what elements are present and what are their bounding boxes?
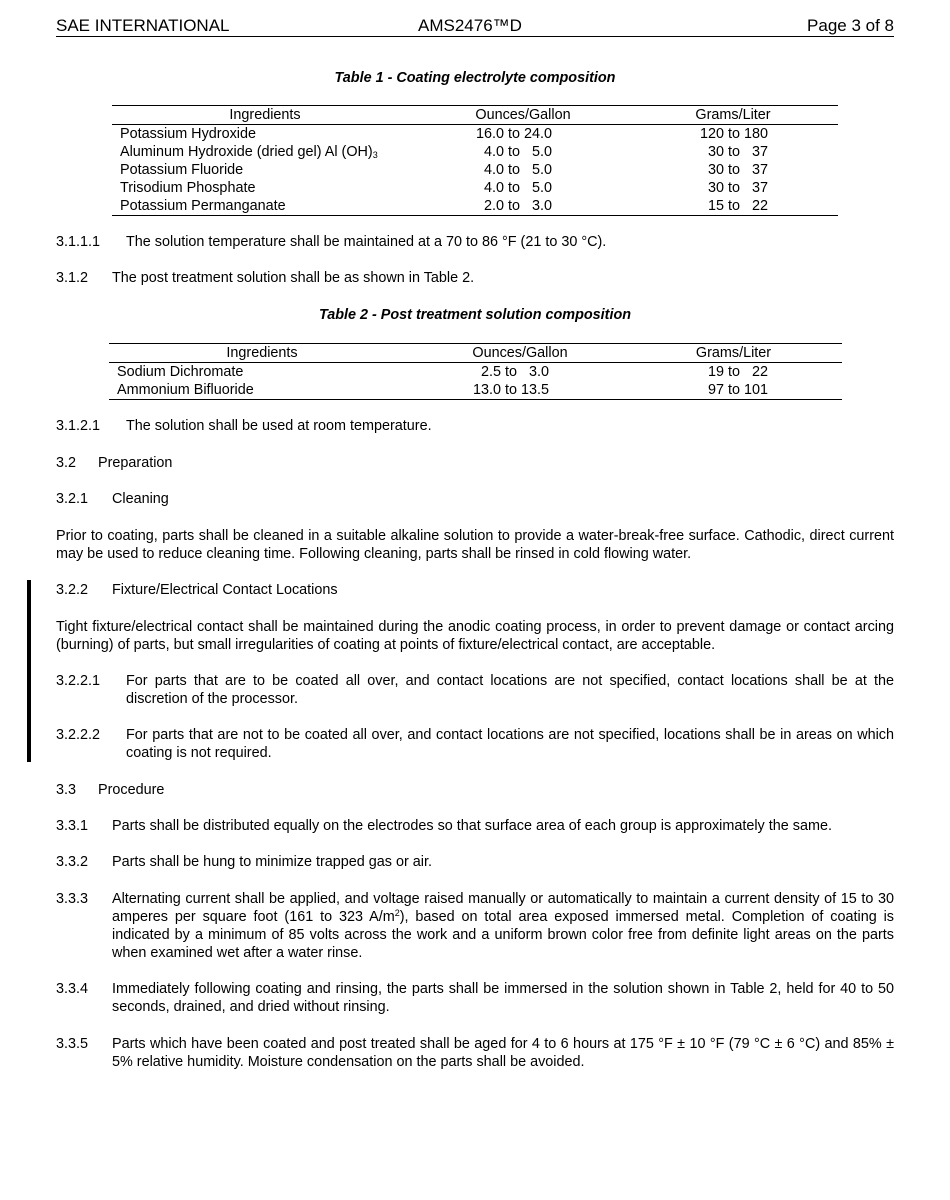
cleaning-paragraph: Prior to coating, parts shall be cleaned in a suitable alkaline solution to provide a water-break-free surface. Cathodic, direct current may be used to reduce cleaning time. Following cleaning, parts shall be rinsed in cold flowing water. [56,528,894,562]
grams-cell: 15 to 22 [628,197,838,216]
header-page-number: Page 3 of 8 [807,16,894,35]
section-number-3-3-4: 3.3.4 [56,981,89,997]
table2-header-grams: Grams/Liter [625,344,842,363]
ingredient-cell: Ammonium Bifluoride [109,381,415,400]
table1-caption: Table 1 - Coating electrolyte composition [334,70,616,86]
section-3-2-heading: Preparation [98,455,173,471]
section-number-3-2-2-2: 3.2.2.2 [56,727,101,743]
grams-cell: 97 to 101 [625,381,842,400]
section-3-3-1-text: Parts shall be distributed equally on the electrodes so that surface area of each group is approximately the same. [112,818,832,834]
grams-cell: 30 to 37 [700,162,769,178]
section-number-3-2: 3.2 [56,455,77,471]
table2-caption: Table 2 - Post treatment solution composition [318,307,632,323]
section-3-3-3-text [112,890,894,962]
header-organization: SAE INTERNATIONAL [56,16,230,35]
section-3-3-4-text: Immediately following coating and rinsing, the parts shall be immersed in the solution shown in Table 2, held for 40 to 50 seconds, drained, and dried without rinsing. [112,981,894,1015]
section-3-1-1-1-text: The solution temperature shall be maintained at a 70 to 86 °F (21 to 30 °C). [126,234,607,250]
ingredient-cell: Sodium Dichromate [117,364,244,380]
section-number-3-3-5: 3.3.5 [56,1036,89,1052]
table2-header-ounces: Ounces/Gallon [415,344,625,363]
section-3-2-2-2-text: For parts that are not to be coated all over, and contact locations are not specified, locations shall be in areas on which coating is not required. [126,727,894,761]
ingredient-cell: Potassium Permanganate [112,197,418,216]
ingredient-subscript: 3 [372,150,378,160]
ounces-cell: 13.0 to 13.5 [415,381,625,400]
section-number-3-1-2: 3.1.2 [56,270,89,286]
table1 [112,105,838,216]
section-3-2-2-heading: Fixture/Electrical Contact Locations [112,582,338,598]
section-number-3-3-1: 3.3.1 [56,818,89,834]
table2 [109,343,842,400]
page-header [56,16,894,37]
section-3-3-heading: Procedure [98,782,165,798]
ounces-cell: 2.5 to 3.0 [473,364,550,380]
grams-cell: 19 to 22 [708,364,769,380]
table1-header-grams: Grams/Liter [628,106,838,125]
section-3-3-3-text-a: Alternating current shall be applied, and voltage raised manually or automatically to maintain a current density of 15 to 30 amperes per square foot (161 to 323 A/m [112,891,894,925]
table-row [112,197,838,216]
section-number-3-1-2-1: 3.1.2.1 [56,418,101,434]
table1-header-row [112,106,838,125]
superscript-2: 2 [394,908,400,918]
table2-header-ingredients: Ingredients [109,344,415,363]
section-number-3-2-2-1: 3.2.2.1 [56,673,101,689]
ingredient-cell [112,143,418,161]
ounces-cell: 16.0 to 24.0 [476,126,553,142]
ingredient-cell: Potassium Hydroxide [120,126,256,142]
grams-cell: 120 to 180 [700,126,769,142]
table-row [112,125,838,144]
section-number-3-2-2: 3.2.2 [56,582,89,598]
revision-change-bar [27,580,31,762]
header-document-number: AMS2476™D [418,16,522,35]
table-row [109,381,842,400]
table-row [112,179,838,197]
section-3-1-2-text: The post treatment solution shall be as shown in Table 2. [112,270,475,286]
table1-header-ounces: Ounces/Gallon [418,106,628,125]
section-number-3-2-1: 3.2.1 [56,491,89,507]
table2-header-row [109,344,842,363]
fixture-paragraph: Tight fixture/electrical contact shall be maintained during the anodic coating process, in order to prevent damage or contact arcing (burning) of parts, but small irregularities of coating at points of fixture/electrical contact, are acceptable. [56,619,894,653]
section-3-2-2-1-text: For parts that are to be coated all over, and contact locations are not specified, contact locations shall be at the discretion of the processor. [126,673,894,707]
ingredient-cell: Potassium Fluoride [120,162,244,178]
section-number-3-1-1-1: 3.1.1.1 [56,234,101,250]
ounces-cell: 4.0 to 5.0 [476,162,553,178]
table1-header-ingredients: Ingredients [112,106,418,125]
ingredient-cell: Trisodium Phosphate [120,180,256,196]
table-row [109,363,842,382]
ounces-cell: 4.0 to 5.0 [476,180,553,196]
section-3-2-1-heading: Cleaning [112,491,169,507]
section-3-3-5-text: Parts which have been coated and post treated shall be aged for 4 to 6 hours at 175 °F ± 10 °F (79 °C ± 6 °C) and 85% ± 5% relative humidity. Moisture condensation on the parts shall be avoided. [112,1036,894,1070]
table-row [112,161,838,179]
section-number-3-3-3: 3.3.3 [56,891,89,907]
ingredient-name: Aluminum Hydroxide (dried gel) Al (OH) [120,144,373,160]
section-number-3-3: 3.3 [56,782,77,798]
section-3-3-3-text-b: ), based on total area exposed immersed metal. Completion of coating is indicated by a minimum of 85 volts across the work and a uniform brown color free from definite light areas on the parts when examined wet after a water rinse. [112,909,894,961]
section-3-3-2-text: Parts shall be hung to minimize trapped gas or air. [112,854,432,870]
section-number-3-3-2: 3.3.2 [56,854,89,870]
grams-cell: 30 to 37 [700,144,769,160]
table-row [112,143,838,161]
ounces-cell: 4.0 to 5.0 [476,144,553,160]
grams-cell: 30 to 37 [700,180,769,196]
ounces-cell: 2.0 to 3.0 [418,197,628,216]
section-3-1-2-1-text: The solution shall be used at room temperature. [126,418,432,434]
